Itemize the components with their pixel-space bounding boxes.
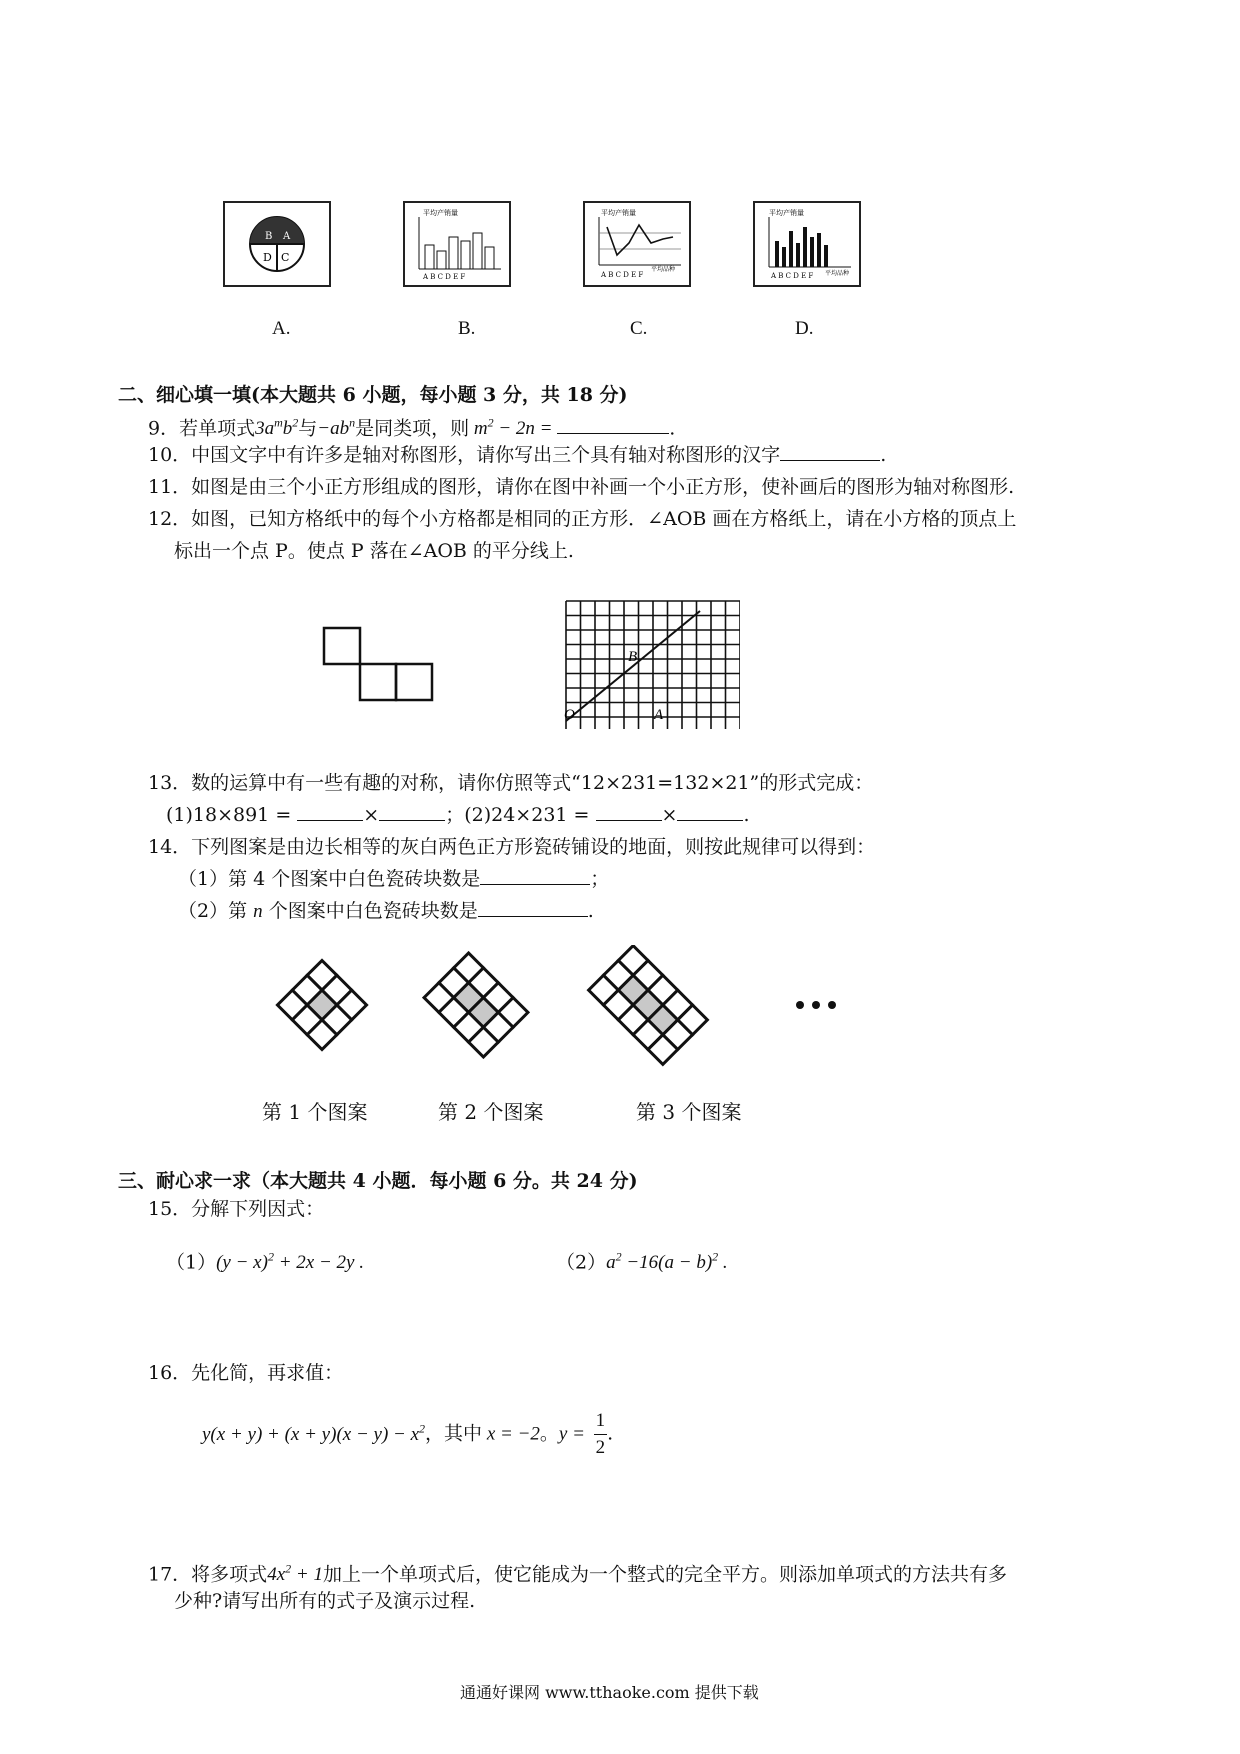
line-chart-icon bbox=[585, 203, 689, 285]
tile-pattern bbox=[277, 960, 366, 1049]
q13-blank-2[interactable] bbox=[379, 802, 445, 821]
question-10: 10．中国文字中有许多是轴对称图形，请你写出三个具有轴对称图形的汉字 . bbox=[148, 444, 887, 466]
pie-label-c: C bbox=[281, 251, 290, 264]
question-13-line2: (1)18×891 = × ；(2)24×231 = × . bbox=[166, 804, 750, 826]
bar-chart-icon bbox=[755, 203, 859, 285]
section2-heading: 二、细心填一填(本大题共 6 小题，每小题 3 分，共 18 分) bbox=[118, 384, 628, 406]
angle-grid-figure[interactable] bbox=[560, 599, 740, 729]
pie-label-a: A bbox=[283, 231, 291, 242]
q9-answer-blank[interactable] bbox=[557, 415, 669, 434]
question-9: 9．若单项式$3a^mb^2$与$-ab^n$是同类项，则 $m^2 - 2n$ = . bbox=[148, 416, 676, 440]
q13-blank-3[interactable] bbox=[596, 802, 662, 821]
thumb-c-categories: A B C D E F bbox=[601, 271, 644, 279]
pattern-2-caption: 第 2 个图案 bbox=[438, 1100, 544, 1124]
thumb-d-axis: 平均品种 bbox=[825, 270, 850, 277]
q14-blank-1[interactable] bbox=[480, 866, 590, 885]
question-15-title: 15．分解下列因式： bbox=[148, 1198, 325, 1220]
question-15-part1: $(1)(y - x)^2 + 2x - 2y$ . bbox=[166, 1250, 364, 1274]
question-17-line1: 17．将多项式$4x^2 + 1$加上一个单项式后，使它能成为一个整式的完全平方。则添加单项式的方法共有多 bbox=[148, 1562, 1007, 1586]
q10-answer-blank[interactable] bbox=[780, 442, 880, 461]
q9-pre: 9．若单项式 bbox=[148, 417, 256, 440]
option-c-thumbnail bbox=[583, 201, 691, 287]
option-a-label: A. bbox=[272, 318, 291, 339]
q10-text: 10．中国文字中有许多是轴对称图形，请你写出三个具有轴对称图形的汉字 bbox=[148, 444, 781, 466]
ellipsis-dot bbox=[828, 1001, 836, 1009]
ellipsis-dot bbox=[796, 1001, 804, 1009]
q14-blank-2[interactable] bbox=[478, 898, 588, 917]
pattern-1-caption: 第 1 个图案 bbox=[262, 1100, 368, 1124]
option-b-label: B. bbox=[458, 318, 476, 339]
three-squares-figure[interactable] bbox=[320, 624, 440, 708]
thumb-b-title: 平均产销量 bbox=[423, 209, 458, 217]
section3-heading: 三、耐心求一求（本大题共 4 小题．每小题 6 分。共 24 分) bbox=[118, 1170, 638, 1192]
question-15-part2: $(2)a^2 -16(a - b)^2$ . bbox=[556, 1250, 728, 1274]
question-11: 11．如图是由三个小正方形组成的图形，请你在图中补画一个小正方形，使补画后的图形为轴对称图形. bbox=[148, 476, 1015, 498]
option-b-thumbnail bbox=[403, 201, 511, 287]
pie-chart-icon bbox=[225, 203, 329, 285]
question-13-line1: 13．数的运算中有一些有趣的对称，请你仿照等式“12×231=132×21”的形式完成： bbox=[148, 772, 874, 794]
q13-blank-4[interactable] bbox=[677, 802, 743, 821]
question-14-line1: 14．下列图案是由边长相等的灰白两色正方形瓷砖铺设的地面，则按此规律可以得到： bbox=[148, 836, 876, 858]
tile-pattern bbox=[589, 946, 708, 1065]
pie-label-d: D bbox=[263, 251, 272, 264]
question-12-line2: 标出一个点 P。使点 P 落在∠AOB 的平分线上. bbox=[174, 540, 574, 562]
bar-chart-3d-icon bbox=[405, 203, 509, 285]
thumb-d-title: 平均产销量 bbox=[769, 209, 804, 217]
question-16-title: 16．先化简，再求值： bbox=[148, 1362, 344, 1384]
q13-blank-1[interactable] bbox=[297, 802, 363, 821]
option-d-label: D. bbox=[795, 318, 814, 339]
thumb-b-categories: A B C D E F bbox=[423, 273, 466, 281]
thumb-c-title: 平均产销量 bbox=[601, 209, 636, 217]
question-14-sub1: （1）第 4 个图案中白色瓷砖块数是 ； bbox=[178, 868, 610, 890]
question-12-line1: 12．如图，已知方格纸中的每个小方格都是相同的正方形．∠AOB 画在方格纸上，请在小方格的顶点上 bbox=[148, 508, 1017, 530]
fraction-one-half: $\frac{1}{2}$ bbox=[595, 1410, 606, 1458]
question-14-sub2: （2）第 n 个图案中白色瓷砖块数是 . bbox=[178, 900, 594, 922]
point-b-label: B bbox=[628, 649, 638, 665]
point-a-label: A bbox=[654, 707, 664, 723]
option-a-thumbnail bbox=[223, 201, 331, 287]
question-17-line2: 少种?请写出所有的式子及演示过程. bbox=[174, 1590, 476, 1612]
tile-patterns-figure bbox=[260, 945, 850, 1105]
tile-pattern bbox=[424, 953, 528, 1057]
question-16-expression: $y(x + y) + (x + y)(x - y) - x^2$，其中 x = −2。y = $\frac{1}{2}$ . bbox=[202, 1408, 613, 1461]
q9-mid2: 是同类项，则 bbox=[355, 417, 470, 440]
pie-label-b: B bbox=[265, 231, 273, 242]
option-d-thumbnail bbox=[753, 201, 861, 287]
point-o-label: O bbox=[564, 707, 575, 723]
option-c-label: C. bbox=[630, 318, 648, 339]
ellipsis-dot bbox=[812, 1001, 820, 1009]
thumb-c-axis: 平均品种 bbox=[651, 266, 676, 273]
thumb-d-categories: A B C D E F bbox=[771, 272, 814, 280]
footer: 通通好课网 www.tthaoke.com 提供下载 bbox=[460, 1683, 759, 1702]
pattern-3-caption: 第 3 个图案 bbox=[636, 1100, 742, 1124]
q9-mid: 与 bbox=[298, 417, 318, 440]
